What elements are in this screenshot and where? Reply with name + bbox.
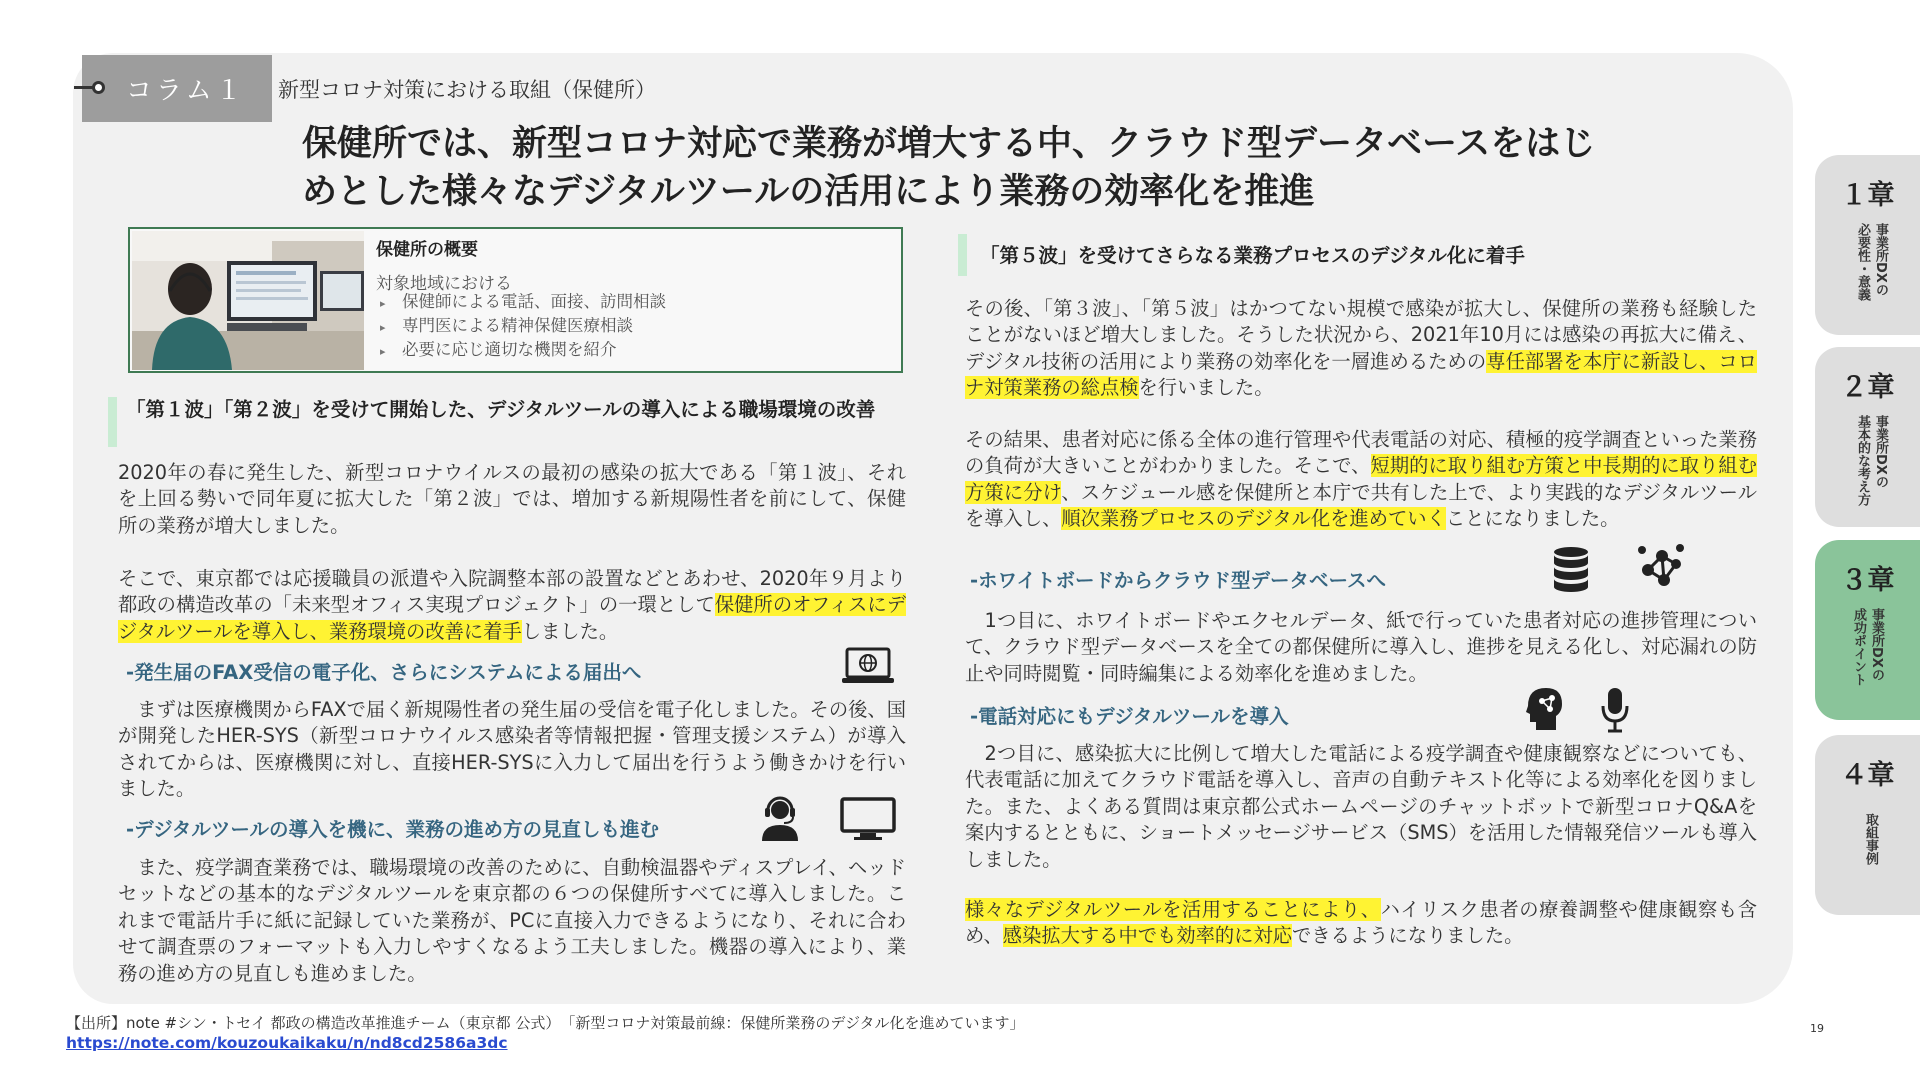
overview-lead: 対象地域における	[376, 274, 512, 294]
right-paragraph-5-text: ハイリスク患者の療養調整や健康観察も含め、	[965, 898, 1757, 948]
page-number: 19	[1810, 1022, 1824, 1035]
right-subheading-2: -電話対応にもデジタルツールを導入	[970, 705, 1289, 728]
highlight: 保健所のオフィスにデジタルツールを導入し、業務環境の改善に着手	[118, 593, 906, 643]
right-paragraph-2-text: ことになりました。	[1445, 507, 1620, 531]
headline-line-2: めとした様々なデジタルツールの活用により業務の効率化を推進	[302, 172, 1315, 212]
right-paragraph-1-text: その後、「第３波」、「第５波」はかつてない規模で感染が拡大し、保健所の業務も経験したことがないほど増大しました。そうした状況から、2021年10月には感染の再拡大に備え、デジタル技術の活用により業務の効率化を一層進めるための	[965, 297, 1757, 373]
highlight: 順次業務プロセスのデジタル化を進めていく	[1061, 507, 1446, 531]
microphone-icon	[1600, 686, 1630, 738]
tab-chapter-number: ４章	[1840, 760, 1895, 791]
ai-brain-head-icon	[1522, 684, 1566, 736]
headline-line-1: 保健所では、新型コロナ対応で業務が増大する中、クラウド型データベースをはじ	[302, 124, 1596, 164]
left-paragraph-3: まずは医療機関からFAXで届く新規陽性者の発生届の受信を電子化しました。その後、国が開発したHER-SYS（新型コロナウイルス感染者等情報把握・管理支援システム）が導入されてからは、医療機関に対し、直接HER-SYSに入力して届出を行うよう働きかけを行いました。	[118, 698, 906, 801]
overview-box	[128, 227, 903, 373]
tab-chapter-1[interactable]	[1815, 155, 1920, 335]
right-subheading-1: -ホワイトボードからクラウド型データベースへ	[970, 569, 1387, 592]
overview-item: ▸ 専門医による精神保健医療相談	[376, 315, 666, 339]
left-section-heading: 「第１波」「第２波」を受けて開始した、デジタルツールの導入による職場環境の改善	[126, 398, 876, 421]
tab-chapter-label: 取組事例	[1863, 813, 1878, 865]
right-heading-accent-bar	[958, 234, 967, 276]
monitor-icon	[840, 797, 896, 845]
column-tag: コラム１	[82, 55, 272, 122]
tab-chapter-4[interactable]	[1815, 735, 1920, 915]
tab-chapter-label: 事業所DXの 必要性・意義	[1855, 223, 1888, 301]
right-paragraph-4: 2つ目に、感染拡大に比例して増大した電話による疫学調査や健康観察などについても、代表電話に加えてクラウド電話を導入し、音声の自動テキスト化等による効率化を図りました。また、よくある質問は東京都公式ホームページのチャットボットで新型コロナQ&Aを案内するとともに、ショートメッセージサービス（SMS）を活用した情報発信ツールも導入しました。	[965, 742, 1757, 871]
tab-chapter-number: ２章	[1840, 372, 1895, 403]
highlight: 様々なデジタルツールを活用することにより、	[965, 898, 1381, 921]
highlight: 専任部署を本庁に新設し、コロナ対策業務の総点検	[965, 349, 1758, 400]
left-paragraph-2	[118, 566, 906, 645]
right-paragraph-5	[965, 897, 1757, 950]
tab-chapter-number: １章	[1840, 180, 1895, 211]
left-heading-accent-bar	[108, 397, 117, 447]
right-paragraph-1	[965, 296, 1757, 402]
database-icon	[1552, 546, 1590, 596]
highlight: 感染拡大する中でも効率的に対応	[1002, 924, 1293, 948]
left-subheading-2: -デジタルツールの導入を機に、業務の進め方の見直しも進む	[126, 818, 660, 841]
web-computer-icon	[842, 647, 894, 689]
tab-chapter-number: ３章	[1840, 565, 1895, 596]
source-citation: 【出所】note #シン・トセイ 都政の構造改革推進チーム（東京都 公式） 「新型コロナ対策最前線：保健所業務のデジタル化を進めています」	[66, 1014, 1025, 1032]
tag-connector-dot	[92, 81, 105, 94]
tab-chapter-3[interactable]	[1815, 540, 1920, 720]
left-paragraph-1: 2020年の春に発生した、新型コロナウイルスの最初の感染の拡大である「第１波」、それを上回る勢いで同年夏に拡大した「第２波」では、増加する新規陽性者を前にして、保健所の業務が増大しました。	[118, 461, 906, 537]
tab-chapter-label: 事業所DXの 成功ポイント	[1851, 608, 1884, 686]
left-subheading-1: -発生届のFAX受信の電子化、さらにシステムによる届出へ	[126, 661, 642, 684]
overview-list	[376, 291, 666, 363]
source-link[interactable]: https://note.com/kouzoukaikaku/n/nd8cd2586a3dc	[66, 1034, 508, 1052]
tab-chapter-label: 事業所DXの 基本的な考え方	[1855, 415, 1888, 506]
office-photo	[132, 231, 364, 370]
tab-chapter-2[interactable]	[1815, 347, 1920, 527]
right-section-heading: 「第５波」を受けてさらなる業務プロセスのデジタル化に着手	[980, 244, 1525, 267]
left-paragraph-2-text: しました。	[521, 619, 619, 643]
right-paragraph-2-text: その結果、患者対応に係る全体の進行管理や代表電話の対応、積極的疫学調査といった業務の負荷が大きいことがわかりました。そこで、	[965, 428, 1757, 478]
right-paragraph-1-text: を行いました。	[1138, 376, 1274, 400]
network-nodes-icon	[1634, 542, 1686, 594]
headset-operator-icon	[758, 795, 802, 845]
column-subtitle: 新型コロナ対策における取組（保健所）	[278, 78, 656, 102]
right-paragraph-2	[965, 427, 1757, 533]
overview-item: ▸ 保健師による電話、面接、訪問相談	[376, 291, 666, 315]
left-paragraph-2-text: そこで、東京都では応援職員の派遣や入院調整本部の設置などとあわせ、2020年９月より都政の構造改革の「未来型オフィス実現プロジェクト」の一環として	[118, 567, 906, 617]
right-paragraph-2-text: 、スケジュール感を保健所と本庁で共有した上で、より実践的なデジタルツールを導入し、	[965, 480, 1757, 531]
overview-title: 保健所の概要	[376, 240, 478, 260]
left-paragraph-4: また、疫学調査業務では、職場環境の改善のために、自動検温器やディスプレイ、ヘッドセットなどの基本的なデジタルツールを東京都の６つの保健所すべてに導入しました。これまで電話片手に紙に記録していた業務が、PCに直接入力できるようになり、それに合わせて調査票のフォーマットも入力しやすくなるよう工夫しました。機器の導入により、業務の進め方の見直しも進めました。	[118, 856, 906, 985]
right-paragraph-5-text: できるようになりました。	[1292, 924, 1524, 948]
page-headline	[302, 120, 1682, 216]
overview-item: ▸ 必要に応じ適切な機関を紹介	[376, 339, 666, 363]
highlight: 短期的に取り組む方策と中長期的に取り組む方策に分け	[965, 454, 1757, 504]
right-paragraph-3: 1つ目に、ホワイトボードやエクセルデータ、紙で行っていた患者対応の進捗管理について、クラウド型データベースを全ての都保健所に導入し、進捗を見える化し、対応漏れの防止や同時閲覧・同時編集による効率化を進めました。	[965, 609, 1757, 685]
office-photo-illustration	[132, 231, 364, 370]
